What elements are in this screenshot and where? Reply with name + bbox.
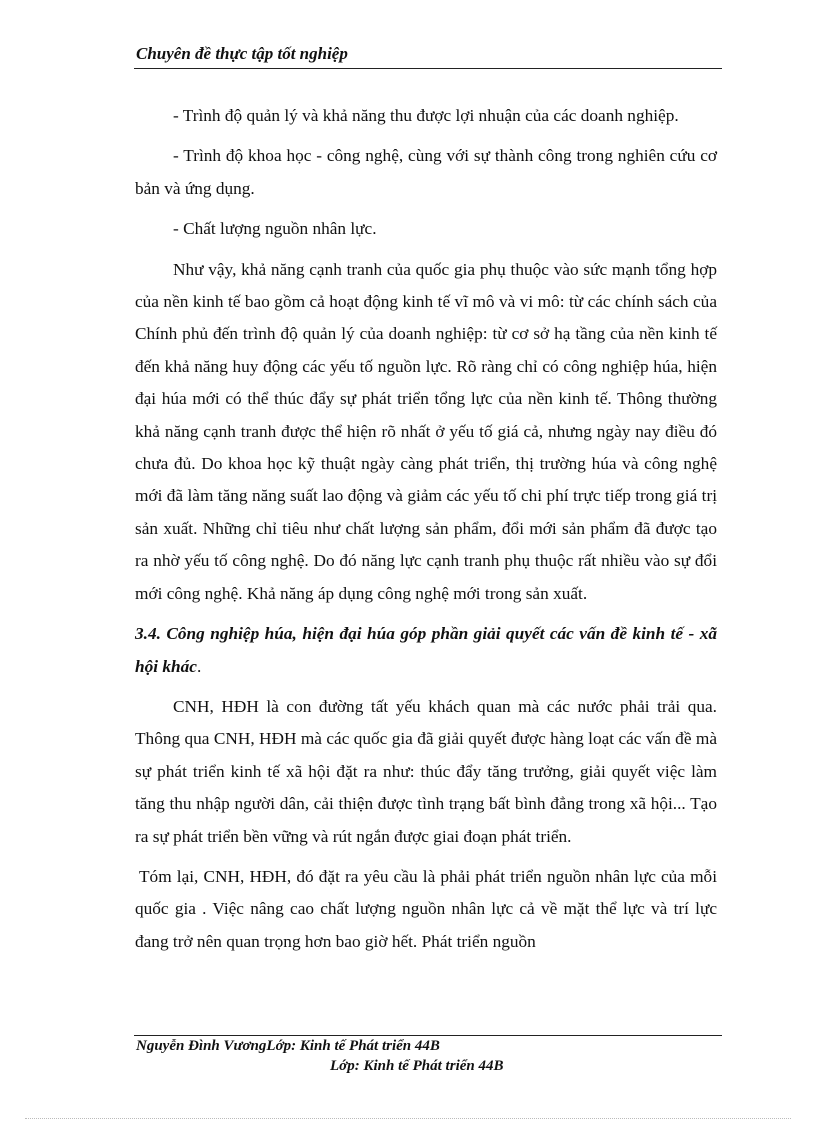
body-paragraph: CNH, HĐH là con đường tất yếu khách quan mà các nước phải trải qua. Thông qua CNH, HĐH mà các quốc gia đã giải quyết được hàng loạt các vấn đề mà sự phát triển kinh tế xã hội đặt ra như: thúc đẩy tăng trưởng, giải quyết việc làm tăng thu nhập người dân, cải thiện được tình trạng bất bình đẳng trong xã hội... Tạo ra sự phát triển bền vững và rút ngắn được giai đoạn phát triển. — [135, 696, 717, 846]
document-body — [135, 100, 717, 958]
footer-author-line: Nguyễn Đình VươngLớp: Kinh tế Phát triển 44B — [136, 1038, 440, 1054]
bullet-item: - Trình độ khoa học - công nghệ, cùng với sự thành công trong nghiên cứu cơ bản và ứng dụng. — [135, 146, 717, 198]
footer-class-line: Lớp: Kinh tế Phát triển 44B — [330, 1058, 504, 1074]
section-heading-period: . — [196, 656, 202, 676]
page-bottom-dotted-border — [25, 1118, 791, 1119]
section-heading: 3.4. Công nghiệp húa, hiện đại húa góp phần giải quyết các vấn đề kinh tế - xã hội khác — [135, 624, 717, 676]
bullet-item: - Chất lượng nguồn nhân lực. — [173, 219, 377, 239]
section-heading-wrapper — [135, 618, 717, 683]
header-rule — [134, 68, 722, 69]
bullet-item: - Trình độ quản lý và khả năng thu được lợi nhuận của các doanh nghiệp. — [173, 106, 679, 125]
footer-rule — [134, 1035, 722, 1036]
body-paragraph: Tóm lại, CNH, HĐH, đó đặt ra yêu cầu là phải phát triển nguồn nhân lực của mỗi quốc gia . Việc nâng cao chất lượng nguồn nhân lực cả về mặt thể lực và trí lực đang trở nên quan trọng hơn bao giờ hết. Phát triển nguồn — [135, 866, 717, 951]
page-header-title: Chuyên đề thực tập tốt nghiệp — [136, 44, 348, 63]
body-paragraph: Như vậy, khả năng cạnh tranh của quốc gia phụ thuộc vào sức mạnh tổng hợp của nền kinh tế bao gồm cả hoạt động kinh tế vĩ mô và vi mô: từ các chính sách của Chính phủ đến trình độ quản lý của doanh nghiệp: từ cơ sở hạ tầng của nền kinh tế đến khả năng huy động các yếu tố nguồn lực. Rõ ràng chỉ có công nghiệp húa, hiện đại húa mới có thể thúc đẩy sự phát triển tổng lực của nền kinh tế. Thông thường khả năng cạnh tranh được thể hiện rõ nhất ở yếu tố giá cả, nhưng ngày nay điều đó chưa đủ. Do khoa học kỹ thuật ngày càng phát triển, thị trường húa và công nghệ mới đã làm tăng năng suất lao động và giảm các yếu tố chi phí trực tiếp trong giá trị sản xuất. Những chỉ tiêu như chất lượng sản phẩm, đổi mới sản phẩm đã được tạo ra nhờ yếu tố công nghệ. Do đó năng lực cạnh tranh phụ thuộc rất nhiều vào sự đổi mới công nghệ. Khả năng áp dụng công nghệ mới trong sản xuất. — [135, 259, 717, 603]
